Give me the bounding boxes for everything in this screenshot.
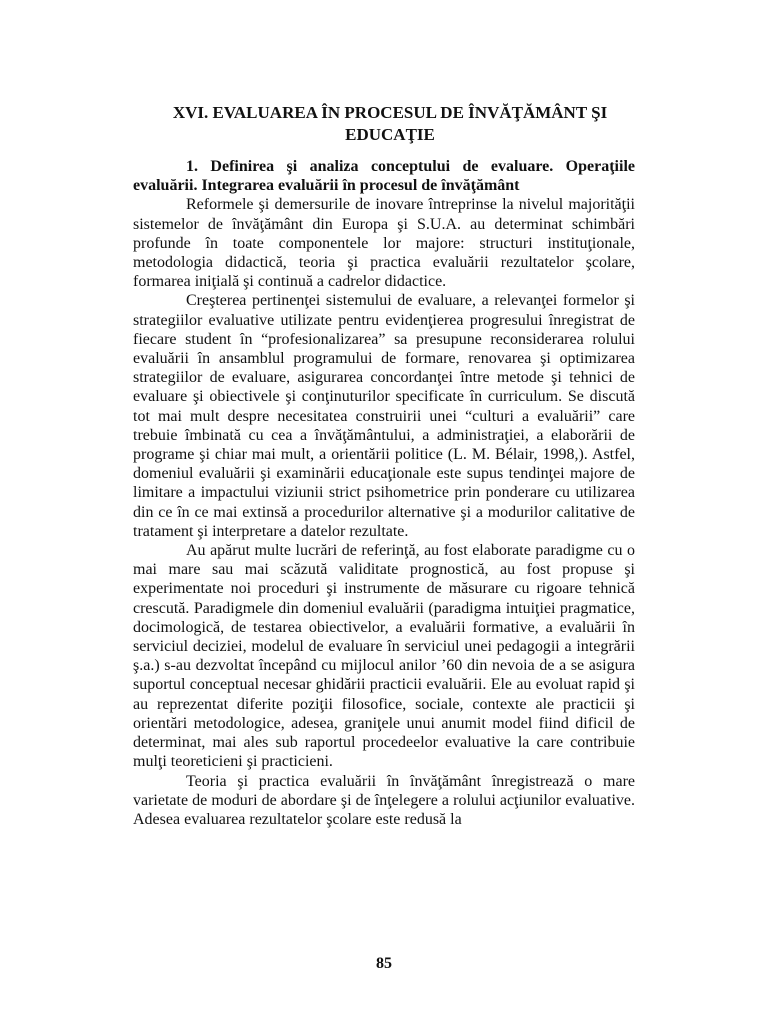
chapter-title-line-1: XVI. EVALUAREA ÎN PROCESUL DE ÎNVĂŢĂMÂNT ŞI	[172, 103, 608, 122]
chapter-title	[130, 102, 650, 146]
paragraph-3: Au apărut multe lucrări de referinţă, au fost elaborate paradigme cu o mai mare sau mai scăzută validitate prognostică, au fost propuse şi experimentate noi proceduri şi instrumente de măsurare cu rigoare tehnică crescută. Paradigmele din domeniul evaluării (paradigma intuiţiei pragmatice, docimologică, de testarea obiectivelor, a evaluării formative, a evaluării în serviciul deciziei, modelul de evaluare în serviciul unei pedagogii a integrării ş.a.) s-au dezvoltat începând cu mijlocul anilor ’60 din nevoia de a se asigura suportul conceptual necesar ghidării practicii evaluării. Ele au evoluat rapid şi au reprezentat diferite poziţii filosofice, sociale, contexte ale practicii şi orientări metodologice, adesea, graniţele unui anumit model fiind dificil de determinat, mai ales sub raportul procedeelor evaluative la care contribuie mulţi teoreticieni şi practicieni.	[133, 542, 635, 771]
body-text	[133, 157, 635, 829]
section-heading: 1. Definirea şi analiza conceptului de evaluare. Operaţiile evaluării. Integrarea evaluării în procesul de învăţământ	[133, 158, 635, 195]
paragraph-4: Teoria şi practica evaluării în învăţământ înregistrează o mare varietate de moduri de abordare şi de înţelegere a rolului acţiunilor evaluative. Adesea evaluarea rezultatelor şcolare este redusă la	[133, 772, 635, 828]
paragraph-1: Reformele şi demersurile de inovare întreprinse la nivelul majorităţii sistemelor de învăţământ din Europa şi S.U.A. au determinat schimbări profunde în toate componentele lor majore: structuri instituţionale, metodologia didactică, teoria şi practica evaluării rezultatelor şcolare, formarea iniţială şi continuă a cadrelor didactice.	[133, 196, 635, 291]
paragraph-2: Creşterea pertinenţei sistemului de evaluare, a relevanţei formelor şi strategiilor evaluative utilizate pentru evidenţierea progresului înregistrat de fiecare student în “profesionalizarea” sa presupune reconsiderarea rolului evaluării în ansamblul programului de formare, renovarea şi optimizarea strategiilor de evaluare, asigurarea concordanţei între metode şi tehnici de evaluare şi obiectivele şi conţinuturilor specificate în curriculum. Se discută tot mai mult despre necesitatea construirii unei “culturi a evaluării” care trebuie îmbinată cu cea a învăţământului, a administraţiei, a elaborării de programe şi chiar mai mult, a orientării politice (L. M. Bélair, 1998,). Astfel, domeniul evaluării şi examinării educaţionale este supus tendinţei majore de limitare a impactului viziunii strict psihometrice prin ponderare cu utilizarea din ce în ce mai extinsă a procedurilor alternative şi a modurilor calitative de tratament şi interpretare a datelor rezultate.	[133, 292, 635, 540]
page-number: 85	[376, 955, 392, 972]
chapter-title-line-2: EDUCAŢIE	[345, 125, 435, 144]
